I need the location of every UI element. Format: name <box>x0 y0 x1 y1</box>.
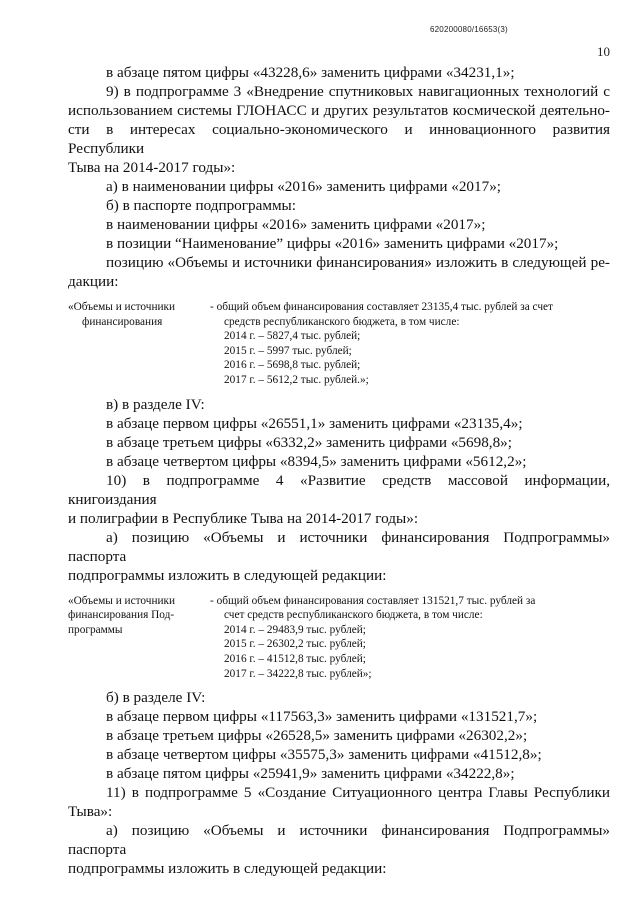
table-value-line: 2017 г. – 34222,8 тыс. рублей»; <box>224 667 372 680</box>
paragraph: в абзаце пятом цифры «25941,9» заменить цифрами «34222,8»; <box>106 765 515 783</box>
paragraph-line: Тыва на 2014-2017 годы»: <box>68 159 236 176</box>
paragraph-line: 9) в подпрограмме 3 «Внедрение спутниковых навигационных технологий с <box>106 83 610 100</box>
paragraph-line: а) позицию «Объемы и источники финансирования Подпрограммы» паспорта <box>68 528 610 565</box>
table-value-line: 2014 г. – 29483,9 тыс. рублей; <box>224 623 366 636</box>
paragraph-line: и полиграфии в Республике Тыва на 2014-2017 годы»: <box>68 509 419 527</box>
financing-table-2 <box>68 594 610 682</box>
table-value-line: 2015 г. – 5997 тыс. рублей; <box>224 344 352 357</box>
document-body <box>68 63 610 878</box>
table-value-line: - общий объем финансирования составляет 23135,4 тыс. рублей за счет <box>210 301 553 313</box>
financing-table-value <box>210 300 610 388</box>
paragraph-position-edit <box>68 253 610 291</box>
table-value-line: 2016 г. – 41512,8 тыс. рублей; <box>224 652 366 665</box>
paragraph-item-11 <box>68 783 610 821</box>
paragraph-line: 11) в подпрограмме 5 «Создание Ситуационного центра Главы Республики <box>106 784 610 802</box>
paragraph: в абзаце четвертом цифры «35575,3» заменить цифрами «41512,8»; <box>106 746 542 764</box>
paragraph: в позиции “Наименование” цифры «2016» заменить цифрами «2017»; <box>106 235 559 252</box>
paragraph-item-9 <box>68 82 610 177</box>
paragraph-line: дакции: <box>68 273 119 290</box>
table-value-line: 2015 г. – 26302,2 тыс. рублей; <box>224 638 366 651</box>
table-label-line: «Объемы и источники <box>68 594 176 607</box>
page-number: 10 <box>597 44 610 59</box>
paragraph-line: 10) в подпрограмме 4 «Развитие средств массовой информации, книгоиздания <box>68 471 610 508</box>
paragraph: б) в паспорте подпрограммы: <box>106 197 296 214</box>
paragraph-item-10 <box>68 471 610 528</box>
paragraph-position-edit <box>68 528 610 585</box>
table-label-line: финансирования <box>82 315 163 328</box>
table-value-line: счет средств республиканского бюджета, в том числе: <box>224 609 483 622</box>
table-value-line: 2016 г. – 5698,8 тыс. рублей; <box>224 359 361 372</box>
paragraph-line: использованием системы ГЛОНАСС и других результатов космической деятельно- <box>68 102 610 119</box>
financing-table-value <box>210 594 610 682</box>
paragraph: в абзаце третьем цифры «26528,5» заменить цифрами «26302,2»; <box>106 727 528 745</box>
paragraph: в) в разделе IV: <box>106 395 205 413</box>
table-value-line: 2017 г. – 5612,2 тыс. рублей.»; <box>224 373 369 386</box>
paragraph: а) в наименовании цифры «2016» заменить цифрами «2017»; <box>106 178 502 195</box>
paragraph-line: позицию «Объемы и источники финансирования» изложить в следующей ре- <box>106 254 610 271</box>
paragraph-line: а) позицию «Объемы и источники финансирования Подпрограммы» паспорта <box>68 822 610 859</box>
paragraph-line: сти в интересах социально-экономического и инновационного развития Республики <box>68 121 610 157</box>
paragraph-line: Тыва»: <box>68 803 113 821</box>
table-label-line: финансирования Под- <box>68 609 175 622</box>
table-value-line: - общий объем финансирования составляет 131521,7 тыс. рублей за <box>210 594 536 607</box>
paragraph: в абзаце четвертом цифры «8394,5» заменить цифрами «5612,2»; <box>106 452 527 470</box>
document-code: 620200080/16653(3) <box>430 25 508 34</box>
paragraph: в наименовании цифры «2016» заменить цифрами «2017»; <box>106 216 486 233</box>
table-label-line: программы <box>68 623 123 636</box>
paragraph: в абзаце первом цифры «26551,1» заменить цифрами «23135,4»; <box>106 414 523 432</box>
table-value-line: 2014 г. – 5827,4 тыс. рублей; <box>224 330 361 343</box>
financing-table-1 <box>68 300 610 388</box>
financing-table-label <box>68 594 210 682</box>
table-value-line: средств республиканского бюджета, в том числе: <box>224 315 460 328</box>
table-label-line: «Объемы и источники <box>68 301 176 313</box>
paragraph: б) в разделе IV: <box>106 689 206 707</box>
paragraph-line: подпрограммы изложить в следующей редакции: <box>68 860 387 878</box>
paragraph: в абзаце третьем цифры «6332,2» заменить цифрами «5698,8»; <box>106 433 512 451</box>
financing-table-label <box>68 300 210 388</box>
paragraph: в абзаце пятом цифры «43228,6» заменить цифрами «34231,1»; <box>106 64 515 81</box>
paragraph-line: подпрограммы изложить в следующей редакции: <box>68 566 387 584</box>
paragraph-position-edit <box>68 821 610 878</box>
paragraph: в абзаце первом цифры «117563,3» заменить цифрами «131521,7»; <box>106 708 538 726</box>
